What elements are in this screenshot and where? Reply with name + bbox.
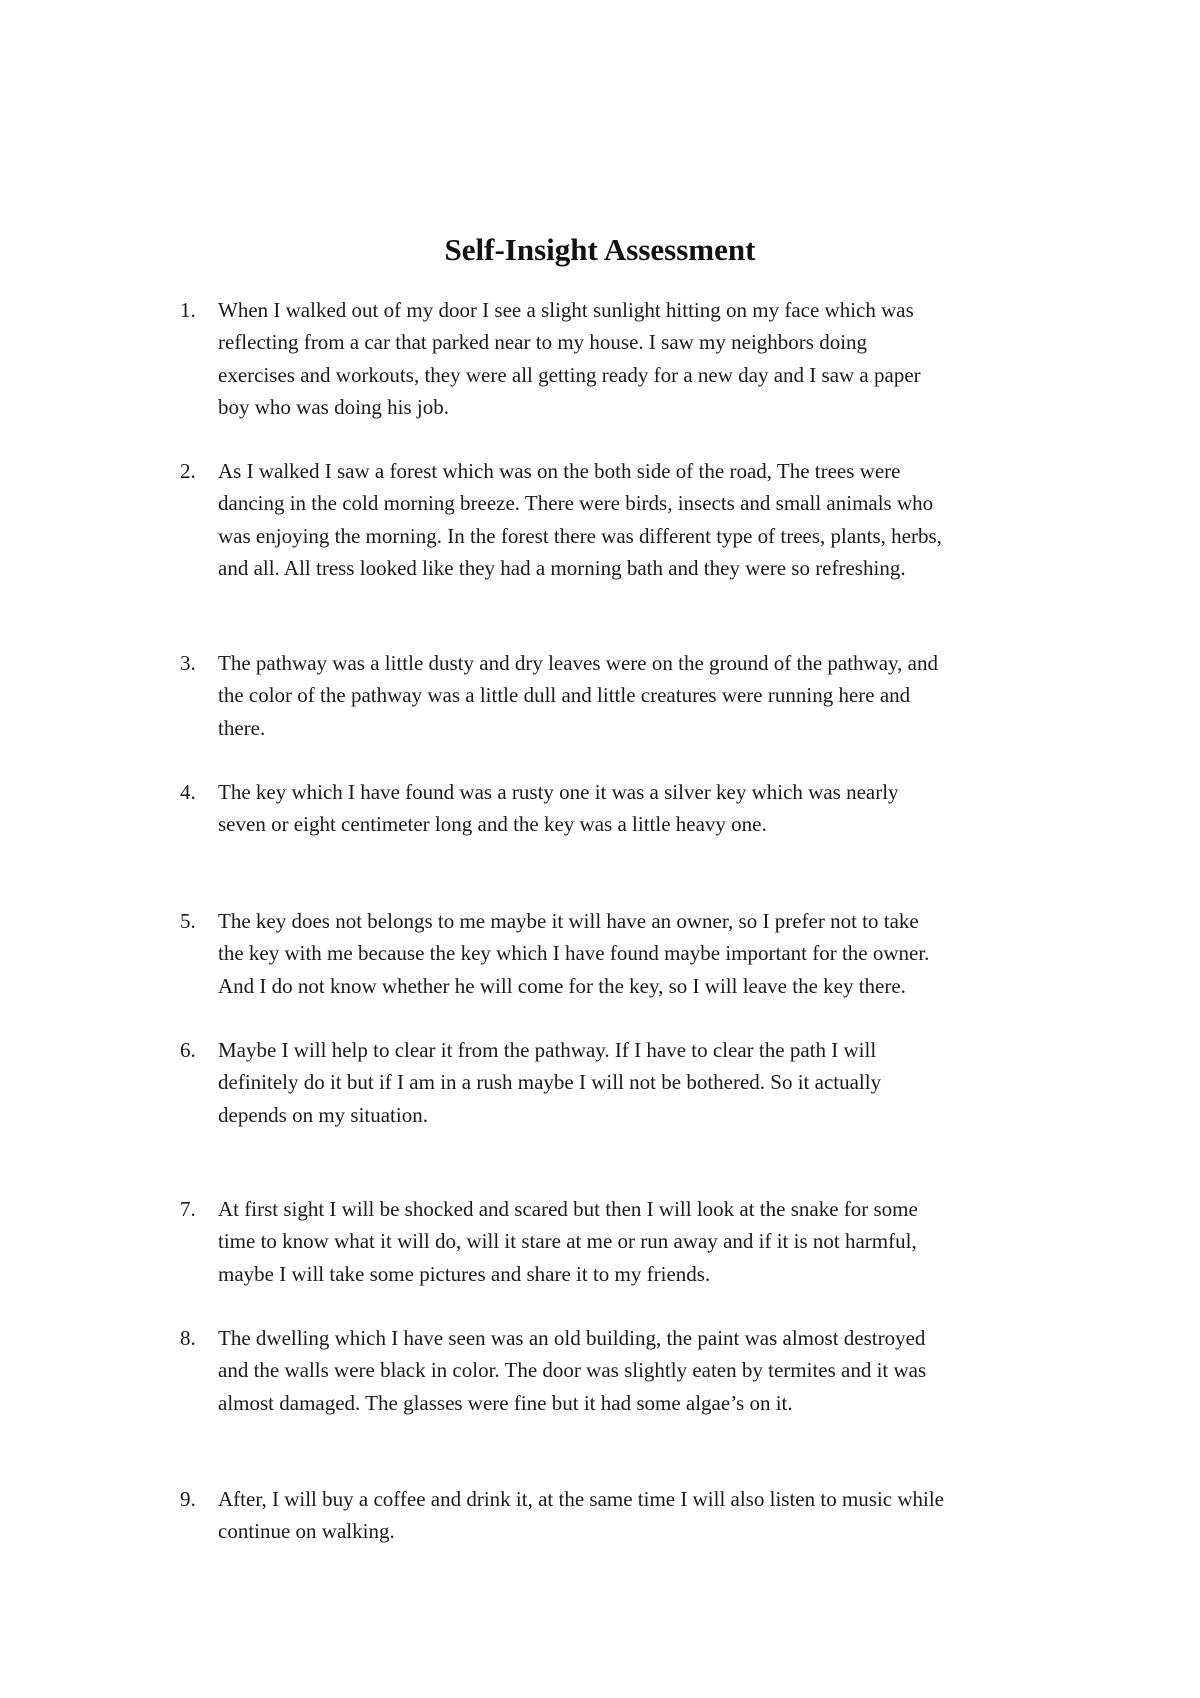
item-text: The pathway was a little dusty and dry leaves were on the ground of the pathway, and the color of the pathway was a little dull and little creatures were running here and there. <box>218 651 938 740</box>
item-number: 9. <box>180 1487 196 1511</box>
item-number: 4. <box>180 780 196 804</box>
item-number: 5. <box>180 909 196 933</box>
item-number: 8. <box>180 1326 196 1350</box>
item-text: The key which I have found was a rusty one it was a silver key which was nearly seven or eight centimeter long and the key was a little heavy one. <box>218 780 899 837</box>
item-number: 3. <box>180 651 196 675</box>
item-text: After, I will buy a coffee and drink it, at the same time I will also listen to music while continue on walking. <box>218 1487 945 1544</box>
item-text: Maybe I will help to clear it from the pathway. If I have to clear the path I will definitely do it but if I am in a rush maybe I will not be bothered. So it actually depends on my situation. <box>218 1038 882 1127</box>
page-title: Self-Insight Assessment <box>444 232 756 267</box>
item-text: As I walked I saw a forest which was on the both side of the road, The trees were dancing in the cold morning breeze. There were birds, insects and small animals who was enjoying the morning. In the forest there was different type of trees, plants, herbs, and all. All tress looked like they had a morning bath and they were so refreshing. <box>218 459 942 580</box>
item-number: 2. <box>180 459 196 483</box>
item-number: 1. <box>180 298 196 322</box>
item-text: When I walked out of my door I see a slight sunlight hitting on my face which was reflecting from a car that parked near to my house. I saw my neighbors doing exercises and workouts, they were all getting ready for a new day and I saw a paper boy who was doing his job. <box>218 298 921 419</box>
item-text: The dwelling which I have seen was an old building, the paint was almost destroyed and the walls were black in color. The door was slightly eaten by termites and it was almost damaged. The glasses were fine but it had some algae’s on it. <box>218 1326 927 1415</box>
item-number: 6. <box>180 1038 196 1062</box>
item-text: The key does not belongs to me maybe it will have an owner, so I prefer not to take the key with me because the key which I have found maybe important for the owner. And I do not know whether he will come for the key, so I will leave the key there. <box>218 909 930 998</box>
item-number: 7. <box>180 1197 196 1221</box>
item-text: At first sight I will be shocked and scared but then I will look at the snake for some time to know what it will do, will it stare at me or run away and if it is not harmful, maybe I will take some pictures and share it to my friends. <box>218 1197 918 1286</box>
